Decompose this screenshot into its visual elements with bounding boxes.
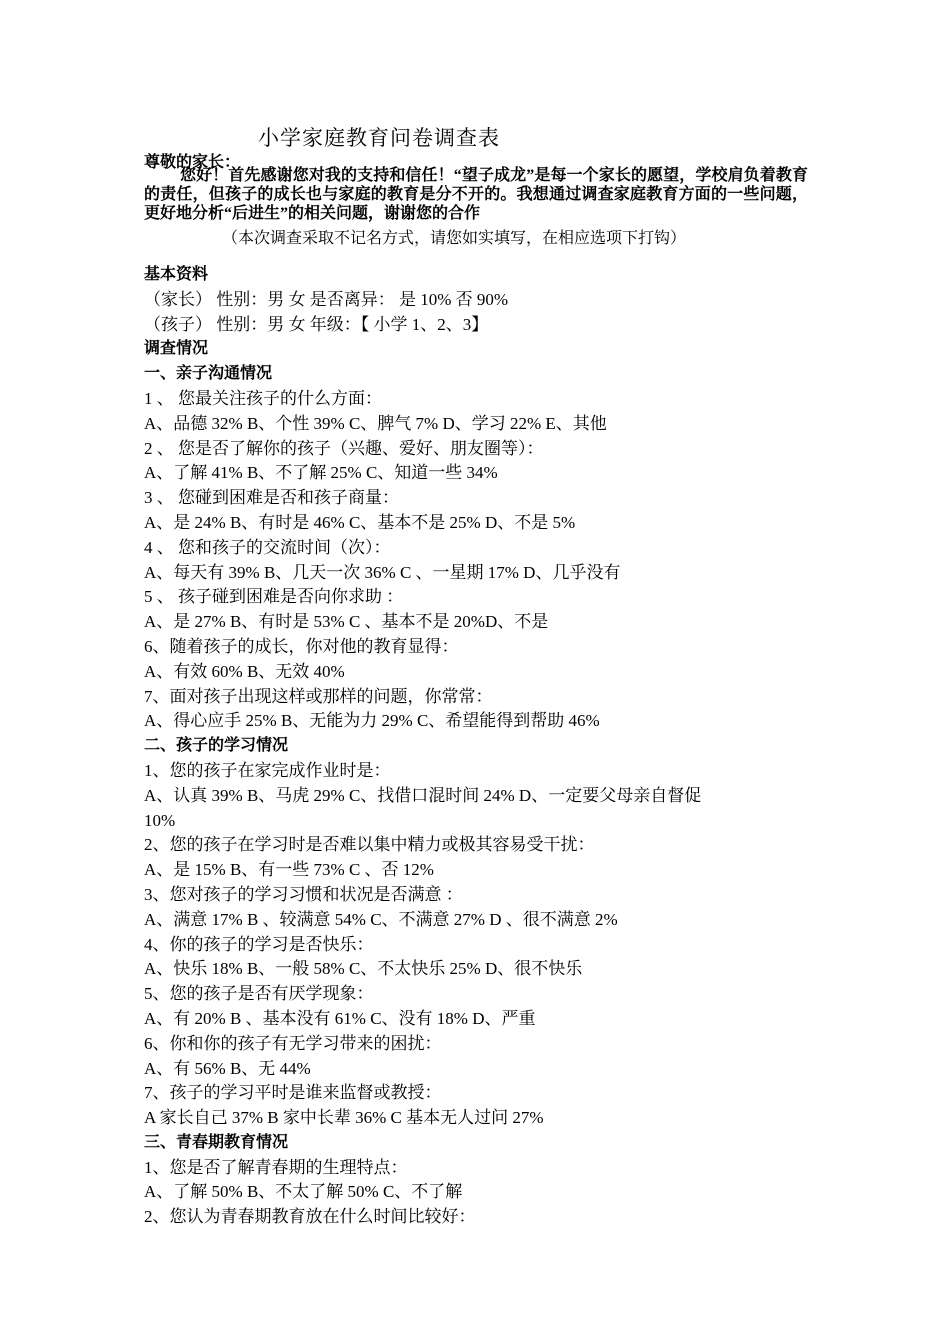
section-heading-basic-info: 基本资料: [144, 266, 209, 283]
answer-line-continued: 10%: [144, 810, 176, 830]
question-line: 5、您的孩子是否有厌学现象：: [144, 984, 374, 1004]
question-line: 7、孩子的学习平时是谁来监督或教授：: [144, 1083, 442, 1103]
answer-line: A、是 24% B、有时是 46% C、基本不是 25% D、不是 5%: [144, 512, 576, 532]
question-line: 7、面对孩子出现这样或那样的问题，你常常：: [144, 686, 493, 706]
question-line: 2、您认为青春期教育放在什么时间比较好：: [144, 1207, 476, 1227]
subsection-heading-puberty: 三、青春期教育情况: [144, 1133, 289, 1151]
answer-line: A、有 56% B、无 44%: [144, 1058, 311, 1078]
intro-paragraph: 您好！首先感谢您对我的支持和信任！“望子成龙”是每一个家长的愿望，学校肩负着教育的责任，但孩子的成长也与家庭的教育是分不开的。我想通过调查家庭教育方面的一些问题，更好地分析“后进生”的相关问题，谢谢您的合作: [144, 167, 808, 222]
subsection-heading-study: 二、孩子的学习情况: [144, 737, 289, 755]
question-line: 6、随着孩子的成长，你对他的教育显得：: [144, 636, 459, 656]
question-line: 1、您的孩子在家完成作业时是：: [144, 760, 391, 780]
subsection-heading-communication: 一、亲子沟通情况: [144, 365, 273, 383]
salutation: 尊敬的家长：: [144, 154, 241, 171]
answer-line: A、快乐 18% B、一般 58% C、不太快乐 25% D、很不快乐: [144, 959, 583, 979]
answer-line: A、品德 32% B、个性 39% C、脾气 7% D、学习 22% E、其他: [144, 413, 607, 433]
answer-line: A、每天有 39% B、几天一次 36% C 、一星期 17% D、几乎没有: [144, 562, 621, 582]
answer-line: A 家长自己 37% B 家中长辈 36% C 基本无人过问 27%: [144, 1108, 544, 1128]
section-heading-survey: 调查情况: [144, 340, 209, 358]
answer-line: A、了解 50% B、不太了解 50% C、不了解: [144, 1182, 463, 1202]
question-line: 2 、 您是否了解你的孩子（兴趣、爱好、朋友圈等）：: [144, 438, 544, 458]
question-line: 4 、 您和孩子的交流时间（次）：: [144, 537, 391, 557]
answer-line: A、得心应手 25% B、无能为力 29% C、希望能得到帮助 46%: [144, 711, 600, 731]
answer-line: A、认真 39% B、马虎 29% C、找借口混时间 24% D、一定要父母亲自督促: [144, 785, 702, 805]
question-line: 1 、 您最关注孩子的什么方面：: [144, 388, 382, 408]
survey-body: [144, 263, 808, 1230]
parent-info-line: （家长） 性别：男 女 是否离异： 是 10% 否 90%: [144, 289, 509, 309]
page-title: 小学家庭教育问卷调查表: [258, 126, 500, 150]
answer-line: A、满意 17% B 、较满意 54% C、不满意 27% D 、很不满意 2%: [144, 909, 618, 929]
survey-note: （本次调查采取不记名方式，请您如实填写，在相应选项下打钩）: [222, 230, 687, 247]
question-line: 3 、 您碰到困难是否和孩子商量：: [144, 488, 399, 508]
question-line: 1、您是否了解青春期的生理特点：: [144, 1157, 408, 1177]
child-info-line: （孩子） 性别：男 女 年级：【 小学 1、2、3】: [144, 314, 489, 334]
question-line: 3、您对孩子的学习习惯和状况是否满意 ：: [144, 884, 463, 904]
answer-line: A、是 15% B、有一些 73% C 、否 12%: [144, 860, 434, 880]
question-line: 5 、 孩子碰到困难是否向你求助 ：: [144, 587, 404, 607]
answer-line: A、有 20% B 、基本没有 61% C、没有 18% D、严重: [144, 1008, 536, 1028]
question-line: 2、您的孩子在学习时是否难以集中精力或极其容易受干扰：: [144, 835, 595, 855]
answer-line: A、了解 41% B、不了解 25% C、知道一些 34%: [144, 463, 498, 483]
question-line: 6、你和你的孩子有无学习带来的困扰：: [144, 1033, 442, 1053]
answer-line: A、是 27% B、有时是 53% C 、基本不是 20%D、不是: [144, 612, 549, 632]
question-line: 4、你的孩子的学习是否快乐：: [144, 934, 374, 954]
answer-line: A、有效 60% B、无效 40%: [144, 661, 345, 681]
